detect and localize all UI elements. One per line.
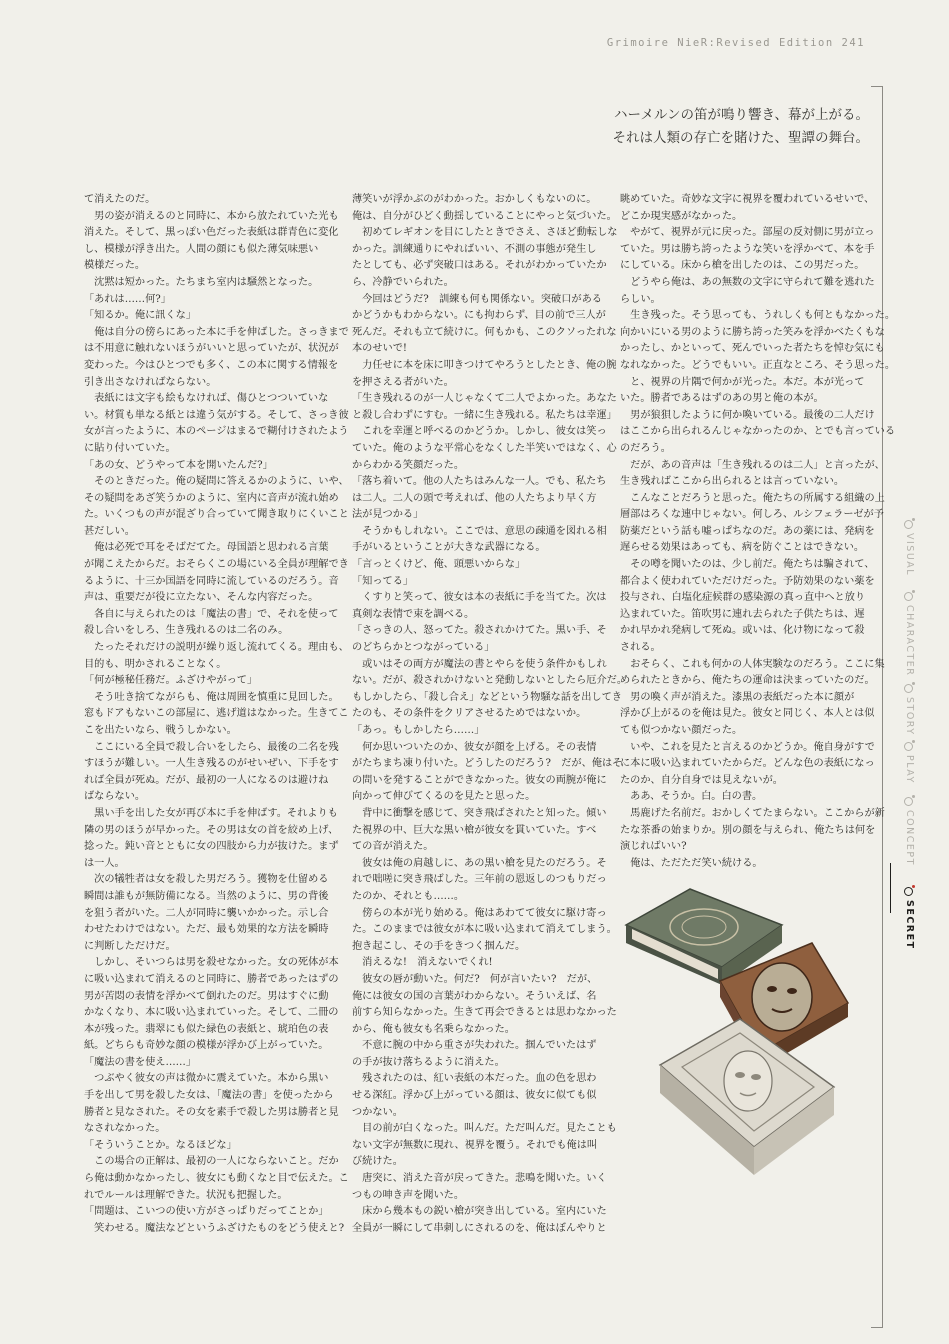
text-line: 生き残った。そう思っても、うれしくも何ともなかった。 — [620, 310, 896, 322]
text-line: 男の喚く声が消えた。漆黒の表紙だった本に顔が — [620, 691, 855, 703]
text-line: たったそれだけの説明が繰り返し流れてくる。理由も、 — [84, 642, 349, 654]
text-line: 眺めていた。奇妙な文字に視界を覆われているせいで、 — [620, 194, 875, 205]
grimoire-books-illustration — [612, 885, 852, 1225]
text-line: つぶやく彼女の声は微かに震えていた。本から黒い — [84, 1073, 329, 1085]
section-tab-concept[interactable] — [898, 797, 922, 866]
text-line: 「あの女、どうやって本を開いたんだ?」 — [84, 459, 273, 471]
text-line: つかない。 — [352, 1106, 403, 1118]
text-line: 男の姿が消えるのと同時に、本から放たれていた光も — [84, 210, 339, 222]
text-line: 「生き残れるのが一人じゃなくて二人でよかった。あなた — [352, 393, 617, 405]
text-line: 男が苦悶の表情を浮かべて倒れたのだ。男はすぐに動 — [84, 990, 329, 1002]
text-line: 手を出して男を殺した女は、「魔法の書」を使ったから — [84, 1090, 334, 1102]
text-line: 男が狼狽したように何か喚いている。最後の二人だけ — [620, 409, 875, 421]
text-line: 「知ってる」 — [352, 575, 414, 587]
text-line: かった。訓練通りにやればいい、不測の事態が発生し — [352, 243, 597, 255]
text-line: るように、十三か国語を同時に流しているのだろう。音 — [84, 575, 339, 587]
text-line: 俺は、自分がひどく動揺していることにやっと気づいた。 — [352, 210, 617, 222]
text-line: 何か思いついたのか、彼女が顔を上げる。その表情 — [352, 741, 597, 753]
text-line: と殺し合わずにすむ。一緒に生き残れる。私たちは幸運」 — [352, 409, 617, 421]
text-line: 手がいるということが大きな武器になる。 — [352, 542, 546, 554]
text-line: ていた。男は勝ち誇ったような笑いを浮かべて、本を手 — [620, 243, 875, 255]
text-line: そのときだった。俺の疑問に答えるかのように、いや、 — [84, 476, 349, 488]
section-label: CHARACTER — [904, 605, 915, 677]
text-line: 不意に腕の中から重さが失われた。掴んでいたはず — [352, 1040, 597, 1052]
text-line: に本に吸い込まれていたからだ。どんな色の表紙になっ — [620, 758, 875, 770]
text-line: 「何が極秘任務だ。ふざけやがって」 — [84, 675, 258, 687]
text-column-1 — [84, 192, 349, 1237]
text-line: 「あれは……何?」 — [84, 293, 171, 305]
text-line: 俺は、ただただ笑い続ける。 — [620, 857, 763, 869]
text-line: 「魔法の書を使え……」 — [84, 1056, 197, 1068]
white-book-icon — [660, 1019, 834, 1175]
text-line: 残されたのは、紅い表紙の本だった。血の色を思わ — [352, 1073, 597, 1085]
text-line: 込まれていた。笛吹男に連れ去られた子供たちは、遅 — [620, 608, 865, 620]
text-line: ばならない。 — [84, 791, 146, 803]
tagline-line-1: ハーメルンの笛が鳴り響き、幕が上がる。 — [614, 107, 869, 123]
text-line: 俺は必死で耳をそばだてた。母国語と思われる言葉 — [84, 542, 329, 554]
text-line: かどうかもわからない。にも拘わらず、目の前で三人が — [352, 310, 606, 322]
text-line: を狙う者がいた。二人が同時に襲いかかった。示し合 — [84, 907, 329, 919]
section-label: VISUAL — [904, 533, 915, 577]
text-line: た。このままでは彼女が本に吸い込まれて消えてしまう。 — [352, 924, 617, 936]
text-line: ない。だが、殺されかけないと発動しないとしたら厄介だ。 — [352, 675, 628, 687]
section-label: STORY — [904, 697, 915, 736]
text-line: 瞬間は誰もが無防備になる。当然のように、男の背後 — [84, 890, 329, 902]
text-line: れで咄嗟に突き飛ばした。三年前の恩返しのつもりだっ — [352, 874, 607, 886]
text-line: 前すら知らなかった。生きて再会できるとは思わなかった — [352, 1007, 617, 1019]
text-line: は一人。 — [84, 857, 125, 869]
text-line: のどちらかとつながっている」 — [352, 642, 495, 654]
text-line: 俺には彼女の国の言葉がわからない。そういえば、名 — [352, 990, 597, 1002]
text-line: たのも、その条件をクリアさせるためではないか。 — [352, 708, 587, 720]
text-line: 黒い手を出した女が再び本に手を伸ばす。それよりも — [84, 807, 338, 819]
text-line: にしている。床から槍を出したのは、この男だった。 — [620, 260, 865, 272]
section-tab-play[interactable] — [898, 742, 922, 784]
text-line: て消えたのだ。 — [84, 194, 156, 205]
text-line: どこか現実感がなかった。 — [620, 210, 743, 222]
text-line: だが、あの音声は「生き残れるのは二人」と言ったが、 — [620, 459, 885, 471]
text-line: 勝者と見なされた。その女を素手で殺した男は勝者と見 — [84, 1106, 339, 1118]
text-line: 力任せに本を床に叩きつけてやろうとしたとき、俺の腕 — [352, 359, 617, 371]
text-line: 次の犠牲者は女を殺した男だろう。獲物を仕留める — [84, 874, 329, 886]
section-label: CONCEPT — [904, 810, 915, 866]
text-line: い。材質も単なる紙とは違う気がする。そして、さっき彼 — [84, 409, 349, 421]
text-line: 模様だった。 — [84, 260, 146, 272]
text-line: ても似つかない顔だった。 — [620, 725, 743, 736]
running-title: Grimoire NieR:Revised Edition 241 — [606, 37, 865, 49]
text-line: からわかる笑顔だった。 — [352, 459, 465, 471]
text-line: 「さっきの人、怒ってた。殺されかけてた。黒い手、そ — [352, 625, 607, 637]
text-line: もしかしたら、「殺し合え」などという物騒な話を出してき — [352, 691, 622, 703]
text-line: いや、これを見たと言えるのかどうか。俺自身がすで — [620, 741, 875, 753]
section-marker-icon — [904, 684, 913, 693]
text-line: いた。勝者であるはずのあの男と俺の本が。 — [620, 393, 824, 405]
text-line: 傍らの本が光り始める。俺はあわてて彼女に駆け寄っ — [352, 907, 607, 919]
text-line: たな茶番の始まりか。別の顔を与えられ、俺たちは何を — [620, 824, 876, 836]
text-line: に吸い込まれて消えるのと同時に、勝者であったはずの — [84, 973, 339, 985]
active-section-rule — [890, 863, 891, 913]
text-line: 沈黙は短かった。たちまち室内は騒然となった。 — [84, 276, 319, 288]
text-line: 女が言ったように、本のページはまるで糊付けされたよう — [84, 426, 349, 438]
text-line: がたちまち凍り付いた。どうしたのだろう? だが、俺はそ — [352, 758, 623, 770]
text-line: やがて、視界が元に戻った。部屋の反対側に男が立っ — [620, 227, 875, 239]
text-line: 俺は自分の傍らにあった本に手を伸ばした。さっきまで — [84, 326, 349, 338]
tagline — [469, 104, 869, 150]
section-tab-visual[interactable] — [898, 520, 922, 576]
text-column-2 — [352, 192, 628, 1237]
text-line: される。 — [620, 642, 661, 654]
text-line: ここにいる全員で殺し合いをしたら、最後の二名を残 — [84, 741, 339, 753]
text-line: 今回はどうだ? 訓練も何も関係ない。突破口がある — [352, 293, 602, 305]
text-line: はここから出られるんじゃなかったのか、とでも言っている — [620, 426, 896, 438]
text-line: 本が残った。翡翠にも似た緑色の表紙と、琥珀色の表 — [84, 1023, 329, 1035]
text-line: 捻った。鈍い音とともに女の四肢から力が抜けた。まず — [84, 841, 339, 853]
text-line: くすりと笑って、彼女は本の表紙に手を当てた。次は — [352, 592, 607, 604]
text-line: び続けた。 — [352, 1156, 403, 1168]
text-line: 投与され、白塩化症候群の感染源の真っ直中へと放り — [620, 592, 866, 604]
text-line: 演じればいい? — [620, 841, 687, 853]
text-line: 隣の男のほうが早かった。その男は女の首を絞め上げ、 — [84, 824, 339, 836]
text-line: が聞こえたからだ。おそらくこの場にいる全員が理解でき — [84, 559, 349, 571]
text-line: 抱き起こし、その手をきつく掴んだ。 — [352, 940, 526, 952]
text-line: かれ早かれ発病して死ぬ。或いは、化け物になって殺 — [620, 625, 865, 637]
text-line: そうかもしれない。ここでは、意思の疎通を図れる相 — [352, 525, 607, 537]
text-line: 遅らせる効果はあっても、病を防ぐことはできない。 — [620, 542, 865, 554]
section-marker-icon — [904, 742, 913, 751]
text-line: められたときから、俺たちの運命は決まっていたのだ。 — [620, 675, 875, 687]
text-line: 甚だしい。 — [84, 525, 135, 537]
text-line: 各自に与えられたのは「魔法の書」で、それを使って — [84, 608, 339, 620]
text-line: ない文字が無数に現れ、視界を覆う。それでも俺は叫 — [352, 1139, 598, 1151]
text-line: れでルールは理解できた。状況も把握した。 — [84, 1189, 288, 1201]
text-line: から、俺も彼女も名乗らなかった。 — [352, 1023, 515, 1035]
text-line: こを出たいなら、戦うしかない。 — [84, 725, 237, 736]
text-line: わせたわけではない。ただ、最も効果的な方法を瞬時 — [84, 924, 329, 936]
text-line: 「問題は、こいつの使い方がさっぱりだってことか」 — [84, 1206, 329, 1218]
text-line: 変わった。今はひとつでも多く、この本に関する情報を — [84, 359, 339, 371]
text-line: 本のせいで! — [352, 343, 408, 355]
section-marker-icon — [904, 520, 913, 529]
text-line: の手が抜け落ちるように消えた。 — [352, 1056, 505, 1068]
text-line: 声は、重要だが役に立たない、そんな内容だった。 — [84, 592, 319, 604]
text-line: た。いくつもの声が混ざり合っていて聞き取りにくいこと — [84, 509, 349, 521]
text-line: 死んだ。それも立て続けに。何もかも、このクソったれな — [352, 326, 617, 338]
text-line: と、視界の片隅で何かが光った。本だ。本が光って — [620, 376, 865, 388]
text-line: の問いを発することができなかった。彼女の両腕が俺に — [352, 774, 607, 786]
text-line: たのか、それとも……。 — [352, 890, 465, 902]
text-line: 彼女の唇が動いた。何だ? 何が言いたい? だが、 — [352, 973, 598, 985]
text-column-3 — [620, 192, 896, 872]
text-line: 全員が一瞬にして串刺しにされるのを、俺はぼんやりと — [352, 1222, 607, 1234]
text-line: 向かいにいる男のように勝ち誇った笑みを浮かべたくもな — [620, 326, 885, 338]
text-line: を押さえる者がいた。 — [352, 376, 454, 388]
text-line: かったし、かといって、死んでいった者たちを悼む気にも — [620, 343, 885, 355]
text-line: こんなことだろうと思った。俺たちの所属する組織の上 — [620, 492, 885, 504]
text-line: なされなかった。 — [84, 1123, 166, 1135]
text-line: 「落ち着いて。他の人たちはみんな一人。でも、私たち — [352, 476, 607, 488]
tagline-line-2: それは人類の存亡を賭けた、聖譚の舞台。 — [612, 130, 869, 146]
section-marker-icon — [904, 592, 913, 601]
text-line: 或いはその両方が魔法の書とやらを使う条件かもしれ — [352, 658, 607, 670]
text-line: なれなかった。どうでもいい。正直なところ、そう思った。 — [620, 359, 896, 371]
text-line: 初めてレギオンを目にしたときでさえ、さほど動転しな — [352, 227, 618, 239]
text-line: 防薬だという話も嘘っぱちなのだ。あの薬には、発病を — [620, 525, 875, 537]
text-line: 「そういうことか。なるほどな」 — [84, 1139, 237, 1151]
text-line: 引き出さなければならない。 — [84, 376, 217, 388]
text-line: 薄笑いが浮かぶのがわかった。おかしくもないのに。 — [352, 194, 597, 205]
text-line: ら、冷静でいられた。 — [352, 276, 454, 288]
text-line: 浮かび上がるのを俺は見た。彼女と同じく、本人とは似 — [620, 708, 875, 720]
text-line: に判断しただけだ。 — [84, 940, 176, 952]
text-line: どうやら俺は、あの無数の文字に守られて難を逃れた — [620, 276, 875, 288]
text-line: ての音が消えた。 — [352, 841, 434, 853]
text-line: 消えるな! 消えないでくれ! — [352, 957, 493, 969]
text-line: 紙。どちらも奇妙な顔の模様が浮かび上がっていた。 — [84, 1040, 329, 1052]
text-line: その噂を聞いたのは、少し前だ。俺たちは騙されて、 — [620, 559, 875, 571]
text-line: 唐突に、消えた音が戻ってきた。悲鳴を聞いた。いく — [352, 1173, 607, 1185]
text-line: 笑わせる。魔法などというふざけたものをどう使えと? — [84, 1222, 345, 1234]
text-line: 法が見つかる」 — [352, 509, 424, 521]
section-tab-story[interactable] — [898, 684, 922, 736]
text-line: ていた。俺のような平常心をなくした半笑いではなく、心 — [352, 442, 617, 454]
text-line: 都合よく使われていただけだった。予防効果のない薬を — [620, 575, 875, 587]
text-line: 消えた。そして、黒っぽい色だった表紙は群青色に変化 — [84, 227, 339, 239]
text-line: しかし、そいつらは男を殺せなかった。女の死体が本 — [84, 957, 339, 969]
text-line: 「言っとくけど、俺、頭悪いからな」 — [352, 559, 526, 571]
text-line: ら俺は動かなかったし、彼女にも動くなと目で伝えた。こ — [84, 1173, 349, 1185]
text-line: 目の前が白くなった。叫んだ。ただ叫んだ。見たことも — [352, 1123, 617, 1135]
section-label: SECRET — [904, 900, 915, 950]
page-bracket — [871, 86, 883, 1328]
section-label: PLAY — [904, 755, 915, 784]
text-line: 馬鹿げた名前だ。おかしくてたまらない。ここからが新 — [620, 807, 885, 819]
text-line: に貼り付いていた。 — [84, 442, 176, 454]
text-line: その疑問をあざ笑うかのように、室内に音声が流れ始め — [84, 492, 339, 504]
text-line: たとしても、必ず突破口はある。それがわかっていたか — [352, 260, 607, 272]
text-line: この場合の正解は、最初の一人にならないこと。だか — [84, 1156, 339, 1168]
section-index — [898, 512, 922, 950]
text-line: つもの呻き声を聞いた。 — [352, 1189, 465, 1201]
text-line: かなくなり、本に吸い込まれていった。そして、二冊の — [84, 1007, 339, 1019]
text-line: ああ、そうか。白。白の書。 — [620, 791, 763, 803]
text-line: 窓もドアもないこの部屋に、逃げ道はなかった。生きてこ — [84, 708, 349, 720]
text-line: おそらく、これも何かの人体実験なのだろう。ここに集 — [620, 658, 885, 670]
text-line: は不用意に触れないほうがいいと思っていたが、状況が — [84, 343, 339, 355]
text-line: れば全員が死ぬ。だが、最初の一人になるのは避けね — [84, 774, 329, 786]
section-tab-secret[interactable] — [898, 887, 922, 950]
text-line: すほうが難しい。一人生き残るのがせいぜい、下手をす — [84, 758, 339, 770]
text-line: らしい。 — [620, 293, 661, 305]
text-line: は二人。二人の頭で考えれば、他の人たちより早く方 — [352, 492, 597, 504]
text-line: た視界の中、巨大な黒い槍が彼女を貫いていた。すべ — [352, 824, 597, 836]
text-line: これを幸運と呼べるのかどうか。しかし、彼女は笑っ — [352, 426, 607, 438]
section-marker-icon — [904, 797, 913, 806]
text-line: 生き残ればここから出られるとは言っていない。 — [620, 476, 845, 488]
text-line: 「知るか。俺に訊くな」 — [84, 310, 197, 322]
text-line: 背中に衝撃を感じて、突き飛ばされたと知った。傾い — [352, 807, 607, 819]
text-line: 彼女は俺の肩越しに、あの黒い槍を見たのだろう。そ — [352, 857, 607, 869]
text-line: し、模様が浮き出た。人間の顔にも似た薄気味悪い — [84, 243, 319, 255]
text-line: 「あっ。もしかしたら……」 — [352, 725, 485, 736]
text-line: そう吐き捨てながらも、俺は周囲を慎重に見回した。 — [84, 691, 339, 703]
text-line: 層部はろくな連中じゃない。何しろ、ルシフェラーゼが予 — [620, 509, 884, 521]
text-line: たのか、自分自身では見えないが。 — [620, 774, 783, 786]
text-line: 真剣な表情で束を調べる。 — [352, 608, 475, 620]
text-line: 目的も、明かされることなく。 — [84, 658, 227, 670]
text-line: 向かって伸びてくるのを見たと思った。 — [352, 791, 536, 803]
section-marker-icon — [904, 887, 913, 896]
text-line: せる深紅。浮かび上がっている顔は、彼女に似ても似 — [352, 1090, 597, 1102]
section-tab-character[interactable] — [898, 592, 922, 676]
text-line: のだろう。 — [620, 442, 671, 454]
text-line: 床から幾本もの鋭い槍が突き出している。室内にいた — [352, 1206, 607, 1218]
text-line: 殺し合いをしろ、生き残れるのは二名のみ。 — [84, 625, 289, 637]
text-line: 表紙には文字も絵もなければ、傷ひとつついていな — [84, 393, 329, 405]
